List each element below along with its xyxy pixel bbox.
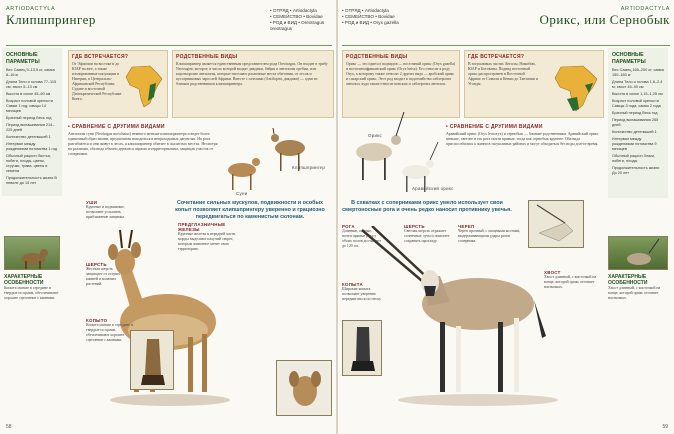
left-title: Клипшпрингер: [6, 12, 96, 27]
label-fur: [86, 262, 126, 287]
left-fact: Высота в холке 45–60 см: [6, 92, 51, 96]
right-features: [608, 274, 670, 301]
compare-antelopes-illustration: [220, 118, 334, 198]
right-features-title: ХАРАКТЕРНЫЕ ОСОБЕННОСТИ: [608, 274, 648, 286]
left-where-box: [68, 50, 168, 118]
africa-map-icon: [124, 63, 164, 109]
right-compare-heading: • СРАВНЕНИЕ С ДРУГИМИ ВИДАМИ: [446, 124, 543, 130]
right-key-facts-title: ОСНОВНЫЕ ПАРАМЕТРЫ: [612, 52, 646, 65]
left-kicker: ARTIODACTYLA: [6, 6, 56, 12]
right-fact: Длина Тело и голова 1,6–2,4 м; хвост 45–90 см: [612, 80, 663, 89]
right-fact: Брачный период Весь год: [612, 111, 658, 115]
label-fur-text: Жесткая шерсть защищает от острых камней и колючих растений.: [86, 267, 121, 286]
right-fact: Продолжительность жизни До 20 лет: [612, 166, 660, 175]
label-oryx-fur-title: ШЕРСТЬ: [404, 224, 425, 229]
label-skull-title: ЧЕРЕП: [458, 224, 475, 229]
label-fur-title: ШЕРСТЬ: [86, 262, 107, 267]
caption-suni: Суни: [236, 191, 248, 196]
left-features-title: ХАРАКТЕРНЫЕ ОСОБЕННОСТИ: [4, 274, 44, 286]
left-key-facts: [2, 48, 62, 196]
hoof-icon: [131, 331, 174, 390]
caption-oryx: Орикс: [368, 133, 382, 138]
label-horns-title: РОГА: [342, 224, 355, 229]
left-fact: Брачный период Весь год: [6, 116, 52, 120]
left-related-box: [172, 50, 334, 118]
label-oryx-fur: [404, 224, 452, 244]
right-taxon-family: • СЕМЕЙСТВО • Bovidae: [342, 14, 395, 19]
left-taxon-family: • СЕМЕЙСТВО • Bovidae: [270, 14, 323, 19]
left-features-text: Копыта мягкие в середине и твердые по краям, обеспечивают хорошее сцепление с камнями.: [4, 286, 59, 300]
left-where-text: От Эфиопии на востоке и до ЮАР на юге, а также изолированные популяции в Нигерии, в Центрально-Африканской Республике, Судане и восточной Демократической Республике Конго.: [72, 62, 122, 101]
right-key-facts: [608, 48, 668, 198]
right-fact: Количество детенышей 1: [612, 130, 657, 134]
label-skull-text: Череп прочный, с мощными костями, выдерживающими удары рогов соперника.: [458, 229, 521, 243]
right-taxon-species: • РОД и ВИД • Oryx gazella: [342, 20, 399, 25]
left-compare: [68, 124, 218, 157]
label-hoof: [86, 318, 136, 343]
label-tail-text: Хвост длинный, с кисточкой на конце, которой орикс отгоняет насекомых.: [544, 275, 597, 289]
label-horns: [342, 224, 382, 249]
label-glands: [178, 222, 242, 252]
right-page: [338, 0, 674, 434]
left-fact: Продолжительность жизни В неволе до 15 лет: [6, 176, 57, 185]
right-taxon-order: • ОТРЯД • Artiodactyla: [342, 8, 389, 13]
right-compare: [446, 124, 604, 147]
label-horns-text: Длинные, острые, почти прямые рога у обоих полов достигают до 120 см.: [342, 229, 381, 248]
klipspringer-head-icon: [277, 361, 332, 416]
left-quote: Сочетание сильных мускулов, подвижности и особых копыт позволяет клипшпрингеру уверенно и грациозно передвигаться по каменистым склонам.: [175, 200, 325, 220]
oryx-main-illustration: [358, 226, 558, 416]
left-related-text: Клипшпрингер является единственным представителем рода Oreotragus. Он входит в трибу Neotragini, которое, в число которой входят дикдики, бейры и антилопы оребии, или короткорогие антилопы, которые населяют различные места обитания, от лесов и кустарниковых зарослей Африки. Вместе с газелями (Antilopini, дикдики) — одни из близких родственников клипшпрингера.: [176, 62, 328, 86]
left-fact: Интервал между рождениями потомства 1 год: [6, 142, 58, 151]
skull-inset: [528, 200, 584, 248]
arabian-oryx-icon: [402, 142, 438, 192]
africa-map-icon: [553, 63, 599, 113]
label-hoof-title: КОПЫТО: [86, 318, 108, 323]
right-compare-text: Аравийский орикс (Oryx leucoryx) и сернобык — близкие родственники. Аравийский орикс меньше, светлее и его рога почти прямые, тогда как сернобык крупнее. Оба вида приспособились к жизни в засушливых районах и могут обходиться без воды долгое время.: [446, 132, 599, 146]
left-related-heading: РОДСТВЕННЫЕ ВИДЫ: [176, 54, 238, 60]
left-fact: Длина Тело и голова 77–115 см; хвост 5–13 см: [6, 80, 57, 89]
left-where-heading: ГДЕ ВСТРЕЧАЕТСЯ?: [72, 54, 129, 60]
right-fact: Вес Самец 165–200 кг; самка 150–180 кг: [612, 68, 664, 77]
hoof-closeup: [130, 330, 174, 390]
label-hoof-text: Копыта мягкие в середине и твердые по краям, обеспечивают хорошее сцепление с камнями.: [86, 323, 133, 342]
label-ears-text: Крупные и подвижные, позволяют услышать приближение хищника.: [86, 205, 125, 219]
left-taxonomy: [270, 8, 334, 32]
label-glands-text: Крупные железы в передней части морды выделяют пахучий секрет, которым животное метит свою территорию.: [178, 232, 236, 251]
klipspringer-photo-icon: [5, 237, 60, 270]
left-fact: Возраст половой зрелости Самки 1 год; самцы 14 месяцев: [6, 99, 53, 113]
right-quote: В схватках с соперниками орикс умело использует свои смертоносные рога и очень редко наносит противнику увечья.: [342, 200, 512, 213]
left-fact: Период вынашивания 214–225 дней: [6, 123, 55, 132]
left-header: [6, 6, 126, 46]
left-page-number: 58: [6, 424, 12, 430]
right-page-number: 59: [662, 424, 668, 430]
label-tail-title: ХВОСТ: [544, 270, 561, 275]
hoof-inset: [276, 360, 332, 416]
right-features-text: Хвост длинный, с кисточкой на конце, которой орикс отгоняет насекомых.: [608, 286, 661, 300]
label-oryx-hoof-text: Широкие копыта позволяют уверенно передвигаться по песку.: [342, 287, 382, 301]
right-header: [538, 6, 670, 46]
label-oryx-hoof: [342, 282, 386, 302]
right-fact: Высота в холке 1,15–1,25 см: [612, 92, 663, 96]
right-kicker: ARTIODACTYLA: [620, 6, 670, 12]
label-tail: [544, 270, 600, 290]
left-fact: Вес Самец 9–13,5 кг; самка 8–16 кг: [6, 68, 55, 77]
oryx-hoof-icon: [343, 321, 382, 376]
label-skull: [458, 224, 522, 244]
caption-klipspringer: Клипшпрингер: [292, 165, 326, 170]
right-related-heading: РОДСТВЕННЫЕ ВИДЫ: [346, 54, 408, 60]
label-ears-title: УШИ: [86, 200, 98, 205]
right-fact: Возраст половой зрелости Самцы 3 года; самки 2 года: [612, 99, 661, 108]
left-compare-text: Антилопы суни (Neotragus moschatus) немного меньше клипшпрингера и ведет более одиночный образ жизни, предпочитая находиться в непроходимых джунглях. Их рога разгибаются и они живут в лесах, а клипшпрингер обитает в скалистых местах. Несмотря на различия, оба вида обычно держатся парами и территориальны, защищая участок от соперников.: [68, 132, 218, 156]
skull-icon: [529, 201, 584, 248]
left-header-rule: [6, 45, 332, 46]
left-features: [4, 274, 62, 301]
label-oryx-fur-text: Светлая шерсть отражает солнечные лучи и помогает сохранять прохладу.: [404, 229, 450, 243]
right-taxonomy: [342, 8, 412, 26]
left-fact: Количество детенышей 1: [6, 135, 51, 139]
compare-oryx-illustration: [344, 108, 444, 198]
label-glands-title: ПРЕДГЛАЗНИЧНЫЕ ЖЕЛЕЗЫ: [178, 222, 226, 232]
right-habitat-photo: [608, 236, 668, 270]
oryx-hoof-inset: [342, 320, 382, 376]
right-related-text: Орикс — это один из подвидов — восточный орикс (Oryx gazella) и восточноафриканский орикс (Oryx beisa). Его относят к роду Oryx, к которому также относят 2 других вида — арабский орикс и сахарский орикс. Этот род входит в подсемейство саблерогих антилоп, куда также относят конских и саблерогих антилоп.: [346, 62, 456, 86]
left-page: [0, 0, 336, 434]
suni-icon: [228, 158, 260, 190]
left-taxon-species: • РОД и ВИД • Oreotragus oreotragus: [270, 20, 325, 31]
left-taxon-order: • ОТРЯД • Artiodactyla: [270, 8, 317, 13]
oryx-photo-icon: [609, 237, 668, 270]
right-fact: Период вынашивания 265 дней: [612, 118, 659, 127]
left-key-facts-title: ОСНОВНЫЕ ПАРАМЕТРЫ: [6, 52, 40, 65]
right-title: Орикс, или Сернобык: [539, 12, 670, 27]
left-compare-heading: • СРАВНЕНИЕ С ДРУГИМИ ВИДАМИ: [68, 124, 165, 130]
right-where-heading: ГДЕ ВСТРЕЧАЕТСЯ?: [468, 54, 525, 60]
label-oryx-hoof-title: КОПЫТА: [342, 282, 363, 287]
right-where-box: [464, 50, 604, 118]
label-ears: [86, 200, 126, 220]
right-where-text: В засушливых частях Анголы, Намибии, ЮАР и Ботсваны. Подвид восточный орикс распространен в Восточной Африке от Сомали и Кении до Танзании и Уганды.: [468, 62, 538, 86]
right-header-rule: [342, 45, 670, 46]
right-fact: Интервал между рождениями потомства 9 месяцев: [612, 137, 657, 151]
left-fact: Обычный рацион Листья, побеги, плоды, цветы, стручки, трава, цветы и семена: [6, 154, 51, 173]
right-fact: Обычный рацион Злаки, побеги, плоды: [612, 154, 656, 163]
oryx-small-icon: [356, 112, 404, 180]
left-habitat-photo: [4, 236, 60, 270]
caption-arabian-oryx: Аравийский орикс: [412, 186, 454, 191]
